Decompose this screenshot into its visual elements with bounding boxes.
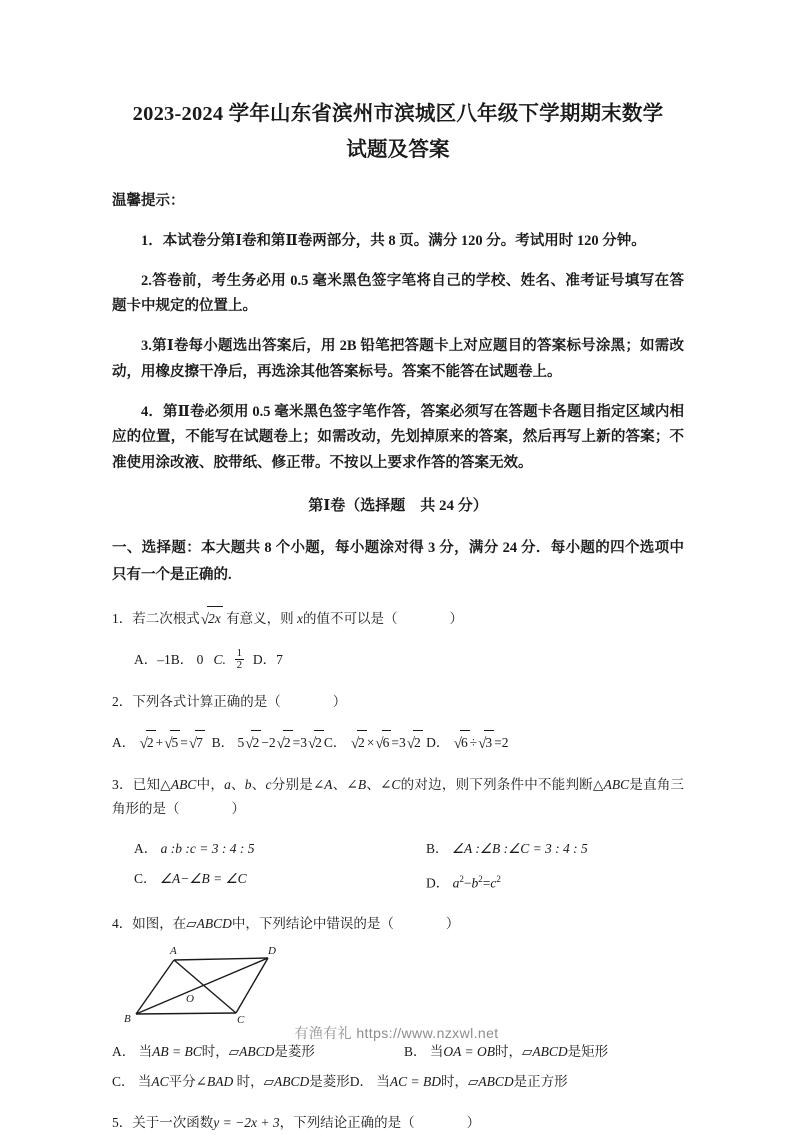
question-4-option-a-label: A． [112, 1044, 136, 1060]
question-2-option-b-minus: − [261, 734, 269, 750]
side-a: a [224, 776, 231, 792]
question-2-option-d-res: 2 [501, 734, 509, 750]
question-4-option-a-text-3: 是菱形 [274, 1044, 315, 1060]
sep-3: 、∠ [332, 776, 358, 792]
radicand: 2x [207, 606, 223, 631]
question-3-options-row-2 [134, 867, 684, 896]
question-3-option-a-label: A． [134, 840, 158, 856]
page-title [112, 96, 684, 168]
exponent-2: 2 [496, 873, 501, 884]
question-4-option-d-text-1: 当 [376, 1074, 390, 1090]
question-2-option-b-label: B． [211, 734, 235, 750]
radicand: 2 [283, 730, 293, 755]
question-4-option-b-fig: ABCD [532, 1044, 568, 1060]
notice-heading: 温馨提示： [112, 193, 185, 209]
fraction-denominator: 2 [236, 659, 243, 672]
question-1-number: 1． [112, 611, 133, 626]
question-2-option-b-c1: 5 [237, 734, 245, 750]
question-2-option-d-eq: = [494, 734, 502, 750]
question-3-number: 3． [112, 776, 133, 792]
radicand: 5 [170, 730, 180, 755]
question-4-option-c-ang: BAD [206, 1074, 234, 1090]
radicand: 6 [460, 730, 470, 755]
radical-sign-icon: √ [406, 735, 416, 752]
page-title-line-2: 试题及答案 [346, 139, 450, 161]
question-3-option-d-label: D． [426, 875, 450, 891]
question-2-options [112, 730, 684, 756]
question-4 [112, 912, 684, 936]
part-one-heading: 第Ⅰ卷（选择题 共 24 分） [308, 497, 488, 514]
parallelogram-diagram [118, 942, 298, 1024]
question-3-text-5: 是直角三角形的是（ [112, 776, 685, 816]
radical-sign-icon: √ [139, 735, 148, 752]
footer-brand: 有渔有礼 [294, 1025, 353, 1041]
question-2-option-d-label: D． [426, 734, 450, 750]
exponent-2: 2 [478, 873, 483, 884]
question-3-text-1: 已知△ [132, 776, 171, 792]
side-c: c [265, 776, 272, 792]
angle-c: C [391, 776, 401, 792]
radical-sign-icon: √ [188, 735, 198, 752]
question-2-option-a-eq: = [180, 734, 188, 750]
question-4-option-a-fig: ABCD [239, 1044, 275, 1060]
radical-2 [276, 730, 293, 756]
question-2-option-d-div: ÷ [469, 734, 478, 750]
radical-2 [139, 730, 156, 756]
radical-2 [307, 730, 324, 756]
radicand: 7 [195, 730, 205, 755]
radical-sign-icon: √ [350, 735, 360, 752]
question-3-option-d-b: b [471, 875, 479, 891]
parallelogram-abcd: ABCD [196, 916, 232, 932]
radicand: 3 [484, 730, 494, 755]
question-1-option-a-label: A． [134, 652, 158, 667]
question-2-option-b-eq: = [292, 734, 301, 750]
question-1-variable: x [296, 611, 303, 626]
question-1-text-b: 有意义，则 [226, 611, 294, 626]
radical-sign-icon: √ [478, 735, 487, 752]
fraction-numerator: 1 [236, 646, 243, 659]
radical-sign-icon: √ [453, 735, 462, 752]
question-3-option-d [426, 867, 501, 896]
question-3-option-a [134, 837, 426, 861]
radicand: 2 [357, 730, 367, 755]
question-4-option-a [112, 1040, 404, 1064]
angle-b: B [357, 776, 367, 792]
question-3-text-2: 中， [196, 776, 225, 792]
radical-2 [350, 730, 367, 756]
question-4-option-b-text-2: 时，▱ [495, 1044, 533, 1060]
question-3 [112, 773, 684, 821]
figure-label-D: D [268, 945, 276, 958]
question-5-text-2: ，下列结论正确的是（ [279, 1115, 415, 1131]
side-b: b [244, 776, 252, 792]
radicand: 2 [146, 730, 156, 755]
question-4-options [112, 1040, 684, 1094]
radicand: 6 [382, 730, 392, 755]
figure-label-B: B [124, 1013, 131, 1025]
sep-2: 、 [251, 776, 266, 792]
question-2 [112, 690, 684, 714]
question-1-stem [112, 606, 684, 632]
question-4-option-c-text-1: 当 [137, 1074, 152, 1090]
page-content [112, 96, 684, 1135]
question-3-option-b-label: B． [426, 840, 449, 856]
section-one-intro: 一、选择题：本大题共 8 个小题，每小题涂对得 3 分，满分 24 分．每小题的四个选项中只有一个是正确的. [112, 540, 684, 583]
question-1-text-c: 的值不可以是（ [302, 611, 398, 626]
radical-sign-icon: √ [276, 735, 285, 752]
question-4-option-a-eq: AB = BC [152, 1044, 202, 1060]
question-4-options-row-1 [112, 1040, 684, 1064]
question-1 [112, 606, 684, 632]
question-4-figure [118, 942, 298, 1024]
question-3-paren-close: ） [231, 800, 245, 816]
radical-2 [244, 730, 261, 756]
question-5-paren-close: ） [466, 1115, 481, 1131]
question-4-option-c-eq: AC [151, 1074, 169, 1090]
radical-3 [477, 730, 494, 756]
question-3-options [112, 837, 684, 896]
question-3-option-b-expr: ∠A :∠B :∠C = 3 : 4 : 5 [451, 840, 588, 856]
figure-label-A: A [170, 945, 177, 958]
question-3-option-d-c: c [490, 875, 497, 891]
question-2-option-b-c2: 2 [268, 734, 276, 750]
radicand: 2 [314, 730, 324, 755]
question-1-paren-close: ） [449, 611, 463, 626]
question-5-text-1: 关于一次函数 [132, 1115, 214, 1131]
question-4-option-a-text-1: 当 [138, 1044, 153, 1060]
question-3-option-d-a: a [452, 875, 460, 891]
radicand: 2 [413, 730, 423, 755]
question-4-option-b-label: B． [404, 1044, 427, 1060]
question-4-option-a-text-2: 时，▱ [201, 1044, 240, 1060]
radical-7 [188, 730, 205, 756]
radical-sign-icon: √ [307, 735, 317, 752]
question-1-option-d-label: D． [252, 652, 277, 667]
radical-sign-icon: √ [164, 735, 173, 752]
question-4-paren-close: ） [445, 916, 460, 932]
question-3-option-d-eq: = [482, 875, 491, 891]
footer-url: https://www.nzxwl.net [356, 1025, 499, 1041]
notice-item-2: 2.答卷前，考生务必用 0.5 毫米黑色签字笔将自己的学校、姓名、准考证号填写在答题卡中规定的位置上。 [112, 272, 684, 314]
question-2-option-c-eq: = [391, 734, 400, 750]
question-4-option-d-eq: AC = BD [389, 1074, 441, 1090]
question-4-text-1: 如图，在▱ [132, 916, 197, 932]
question-3-option-c [134, 867, 426, 896]
question-4-option-c-text-3: 时，▱ [236, 1074, 274, 1090]
triangle-abc-1: ABC [170, 776, 197, 792]
radical-6 [374, 730, 391, 756]
sep-4: 、∠ [366, 776, 392, 792]
question-3-option-b [426, 837, 588, 861]
question-4-options-row-2 [112, 1070, 684, 1094]
question-5-number: 5． [112, 1115, 133, 1131]
question-4-option-d-text-2: 时，▱ [440, 1074, 479, 1090]
sep-1: 、 [230, 776, 245, 792]
footer-watermark [0, 1023, 793, 1043]
radical-2x [200, 606, 223, 632]
question-4-option-b-text-1: 当 [429, 1044, 444, 1060]
question-2-option-c-c3: 3 [399, 734, 406, 750]
question-2-option-c-label: C． [323, 734, 347, 750]
question-1-option-c-label: C. [213, 652, 226, 667]
notice-item-3: 3.第Ⅰ卷每小题选出答案后，用 2B 铅笔把答题卡上对应题目的答案标号涂黑；如需改动，用橡皮擦干净后，再选涂其他答案标号。答案不能答在试题卷上。 [112, 338, 684, 380]
question-2-option-a-plus: + [155, 734, 164, 750]
question-4-option-b-text-3: 是矩形 [567, 1044, 609, 1060]
radical-sign-icon: √ [200, 612, 209, 628]
question-4-text-2: 中，下列结论中错误的是（ [231, 916, 394, 932]
question-4-option-d-fig: ABCD [478, 1074, 514, 1090]
question-1-options [112, 648, 684, 673]
question-2-number: 2． [112, 693, 133, 709]
question-5-function: y = −2x + 3 [213, 1115, 280, 1131]
question-3-text-3: 分别是∠ [271, 776, 325, 792]
question-2-option-c-times: × [366, 734, 375, 750]
question-3-options-row-1 [134, 837, 684, 861]
question-4-option-d-text-3: 是正方形 [513, 1074, 568, 1090]
question-3-option-c-expr: ∠A−∠B = ∠C [159, 870, 247, 886]
radical-2 [406, 730, 423, 756]
figure-label-C: C [237, 1014, 245, 1025]
page-title-line-1: 2023-2024 学年山东省滨州市滨城区八年级下学期期末数学 [132, 103, 664, 125]
question-4-option-c-text-2: 平分∠ [168, 1074, 207, 1090]
question-1-option-b-value: 0 [196, 652, 204, 667]
question-3-option-a-expr: a :b :c = 3 : 4 : 5 [160, 840, 255, 856]
question-4-option-d-label: D． [349, 1074, 373, 1090]
question-4-option-c-fig: ABCD [273, 1074, 310, 1090]
figure-label-O: O [186, 993, 194, 1006]
question-1-option-b-label: B． [170, 652, 194, 667]
triangle-abc-2: ABC [603, 776, 630, 792]
radical-sign-icon: √ [375, 735, 384, 752]
question-3-text-4: 的对边，则下列条件中不能判断△ [400, 776, 604, 792]
question-1-option-d-value: 7 [276, 652, 283, 667]
question-1-option-a-value: –1 [157, 652, 171, 667]
notice-item-1: 1．本试卷分第Ⅰ卷和第Ⅱ卷两部分，共 8 页。满分 120 分。考试用时 120 分钟。 [141, 232, 646, 249]
notice-item-4: 4．第Ⅱ卷必须用 0.5 毫米黑色签字笔作答，答案必须写在答题卡各题目指定区域内相应的位置，不能写在试题卷上；如需改动，先划掉原来的答案，然后再写上新的答案；不准使用涂改液、胶带纸、修正带。不按以上要求作答的答案无效。 [112, 403, 684, 471]
question-4-option-c-text-4: 是菱形 [309, 1074, 350, 1090]
radical-6 [453, 730, 470, 756]
question-2-stem: 下列各式计算正确的是（ [132, 693, 281, 709]
radical-sign-icon: √ [245, 735, 254, 752]
exponent-2: 2 [459, 873, 464, 884]
fraction-one-half [235, 648, 245, 672]
angle-a: A [324, 776, 333, 792]
question-3-option-c-label: C． [134, 870, 157, 886]
question-2-option-b-c3: 3 [300, 734, 307, 750]
question-5 [112, 1111, 684, 1135]
radical-5 [163, 730, 180, 756]
question-3-option-d-minus: − [463, 875, 472, 891]
question-2-option-a-label: A． [112, 734, 136, 750]
radicand: 2 [251, 730, 261, 755]
question-2-paren-close: ） [332, 693, 347, 709]
question-4-option-b [404, 1040, 608, 1064]
question-4-option-c-label: C． [112, 1074, 135, 1090]
question-1-text-a: 若二次根式 [132, 611, 200, 626]
question-4-option-b-eq: OA = OB [443, 1044, 495, 1060]
question-4-number: 4． [112, 916, 133, 932]
